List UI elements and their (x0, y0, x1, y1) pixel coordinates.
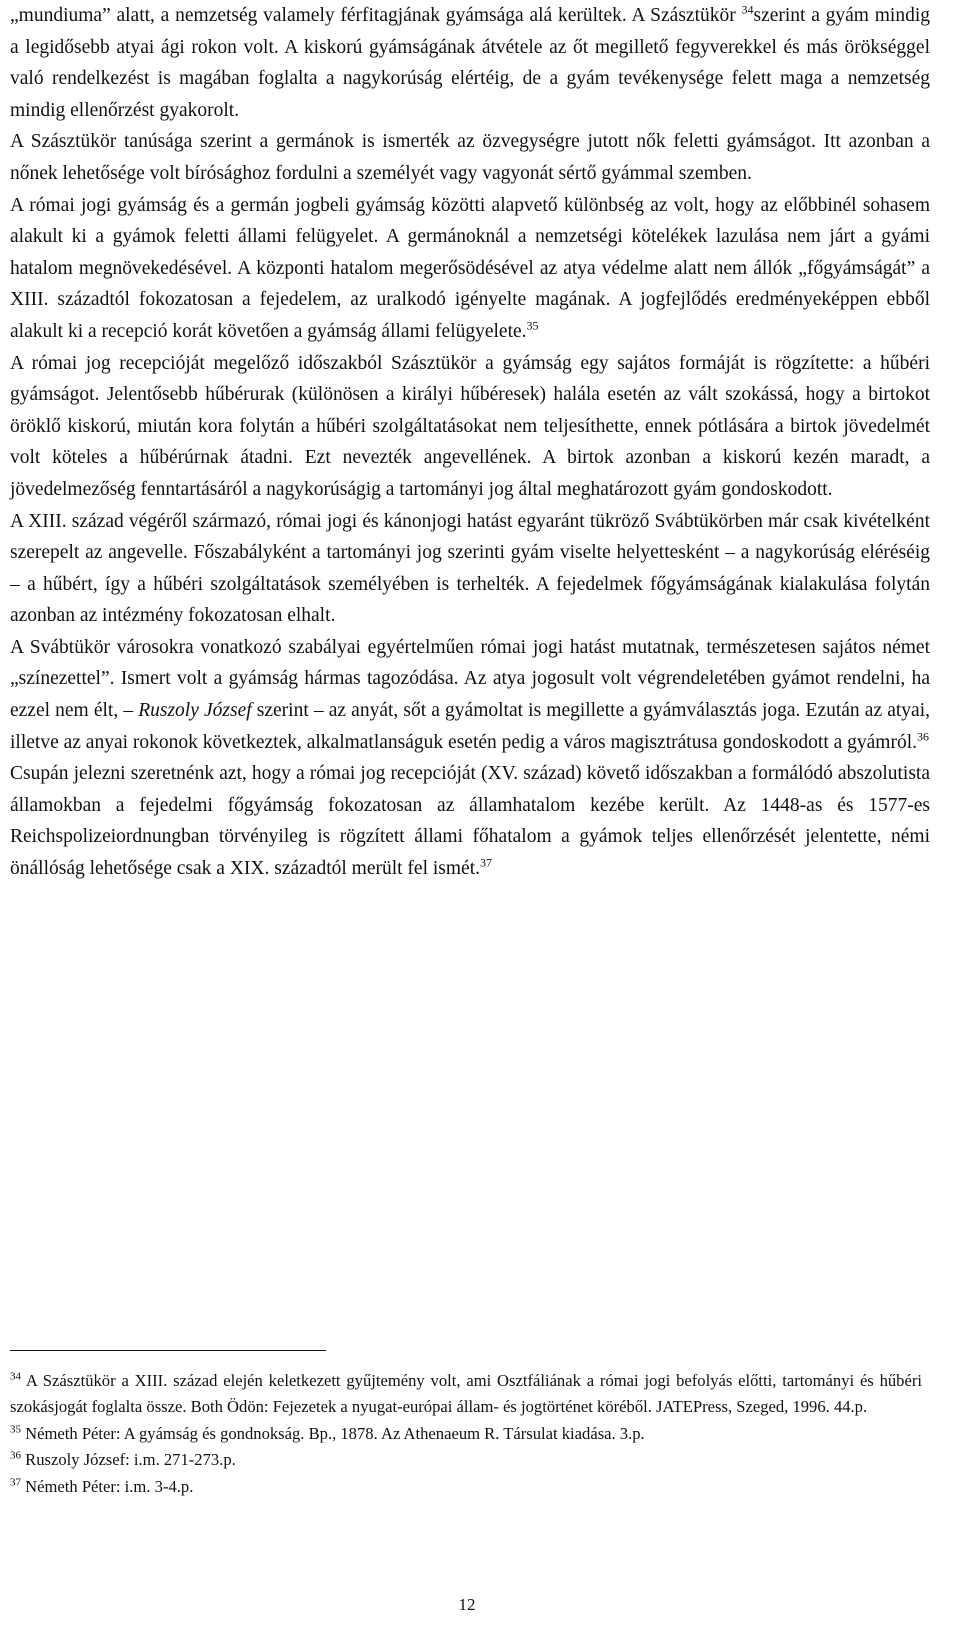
footnote-ref-35: 35 (526, 318, 539, 333)
footnote-number: 35 (10, 1423, 21, 1436)
paragraph-1 (10, 0, 930, 126)
footnote-text: Németh Péter: A gyámság és gondnokság. Bp., 1878. Az Athenaeum R. Társulat kiadása. 3.p. (21, 1423, 645, 1443)
paragraph-text: A római jog recepcióját megelőző időszakból Szásztükör a gyámság egy sajátos formáját is rögzítette: a hűbéri gyámságot. Jelentősebb hűbérurak (különösen a királyi hűbéresek) halála esetén az vált szokássá, hogy a birtokot öröklő kiskorú, miután kora folytán a hűbéri szolgáltatásokat nem teljesíthette, ennek pótlására a birtok jövedelmét volt köteles a hűbérúrnak átadni. Ezt nevezték angevellének. A birtok azonban a kiskorú kezén maradt, a jövedelmezőség fenntartásáról a nagykorúságig a tartományi jog által meghatározott gyám gondoskodott. (10, 352, 930, 500)
footnote-35 (10, 1421, 922, 1447)
paragraph-text: A Svábtükör városokra vonatkozó szabályai egyértelműen római jogi hatást mutatnak, természetesen sajátos német „színezettel”. Ismert volt a gyámság hármas tagozódása. Az atya jogosult volt végrendeletében gyámot rendelni, ha ezzel nem élt, – (10, 636, 930, 722)
paragraph-text: A római jogi gyámság és a germán jogbeli gyámság közötti alapvető különbség az volt, hogy az előbbinél sohasem alakult ki a gyámok feletti állami felügyelet. A germánoknál a nemzetségi kötelékek lazulása nem járt a gyámi hatalom megnövekedésével. A központi hatalom megerősödésével az atya védelme alatt nem állók „főgyámságát” a XIII. századtól fokozatosan a fejedelem, az uralkodó igényelte magának. A jogfejlődés eredményeképpen ebből alakult ki a recepció korát követően a gyámság állami felügyelete. (10, 194, 930, 342)
footnote-text: Németh Péter: i.m. 3-4.p. (21, 1476, 194, 1496)
page-number: 12 (458, 1595, 476, 1614)
author-name-italic: Ruszoly József (138, 700, 252, 722)
paragraph-text: Csupán jelezni szeretnénk azt, hogy a római jog recepcióját (XV. század) követő időszakban a formálódó abszolutista államokban a fejedelmi főgyámság fokozatosan az államhatalom kezébe került. Az 1448-as és 1577-es Reichspolizeiordnungban törvényileg is rögzített állami főhatalom a gyámok teljes ellenőrzését jelentette, némi önállóság lehetősége csak a XIX. századtól merült fel ismét. (10, 763, 930, 880)
footnote-37 (10, 1474, 922, 1500)
paragraph-5 (10, 506, 930, 632)
paragraph-text: A Szásztükör tanúsága szerint a germánok is ismerték az özvegységre jutott nők feletti gyámságot. Itt azonban a nőnek lehetősége volt bírósághoz fordulni a személyét vagy vagyonát sértő gyámmal szemben. (10, 131, 930, 184)
paragraph-6 (10, 632, 930, 758)
footnote-number: 37 (10, 1476, 21, 1489)
footnote-separator (10, 1350, 326, 1351)
paragraph-text: „mundiuma” alatt, a nemzetség valamely férfitagjának gyámsága alá kerültek. A Szásztükör (10, 5, 742, 26)
document-page (10, 0, 930, 885)
paragraph-7 (10, 758, 930, 884)
footnote-ref-36: 36 (917, 729, 930, 744)
paragraph-3 (10, 190, 930, 348)
footnote-number: 36 (10, 1449, 21, 1462)
paragraph-4 (10, 348, 930, 506)
footnote-36 (10, 1447, 922, 1473)
footnote-ref-34: 34 (741, 2, 754, 17)
footnote-ref-37: 37 (480, 855, 492, 870)
footnote-34 (10, 1368, 922, 1421)
paragraph-text: szerint a gyám mindig a legidősebb atyai ági rokon volt. A kiskorú gyámságának átvétele az őt megillető fegyverekkel és más örökséggel való rendelkezést is magában foglalta a nagykorúság elértéig, de a gyám tevékenysége felett maga a nemzetség mindig ellenőrzést gyakorolt. (10, 5, 930, 121)
footnotes (10, 1368, 922, 1500)
footnote-number: 34 (10, 1370, 21, 1383)
footnote-text: Ruszoly József: i.m. 271-273.p. (21, 1450, 236, 1470)
paragraph-text: szerint – az anyát, sőt a gyámoltat is megillette a gyámválasztás joga. Ezután az atyai, illetve az anyai rokonok következtek, alkalmatlanságuk esetén pedig a város magisztrátusa gondoskodott a gyámról. (10, 700, 930, 753)
footnote-text: A Szásztükör a XIII. század elején keletkezett gyűjtemény volt, ami Osztfáliának a római jogi befolyás előtti, tartományi és hűbéri szokásjogát foglalta össze. Both Ödön: Fejezetek a nyugat-európai állam- és jogtörténet köréből. JATEPress, Szeged, 1996. 44.p. (10, 1371, 922, 1417)
paragraph-2 (10, 126, 930, 189)
main-text (10, 0, 930, 885)
paragraph-text: A XIII. század végéről származó, római jogi és kánonjogi hatást egyaránt tükröző Svábtükörben már csak kivételként szerepelt az angevelle. Főszabályként a tartományi jog szerinti gyám viselte helyettesként – a nagykorúság eléréséig – a hűbért, így a hűbéri szolgáltatások személyében is terhelték. A fejedelmek főgyámságának kialakulása folytán azonban az intézmény fokozatosan elhalt. (10, 510, 930, 627)
